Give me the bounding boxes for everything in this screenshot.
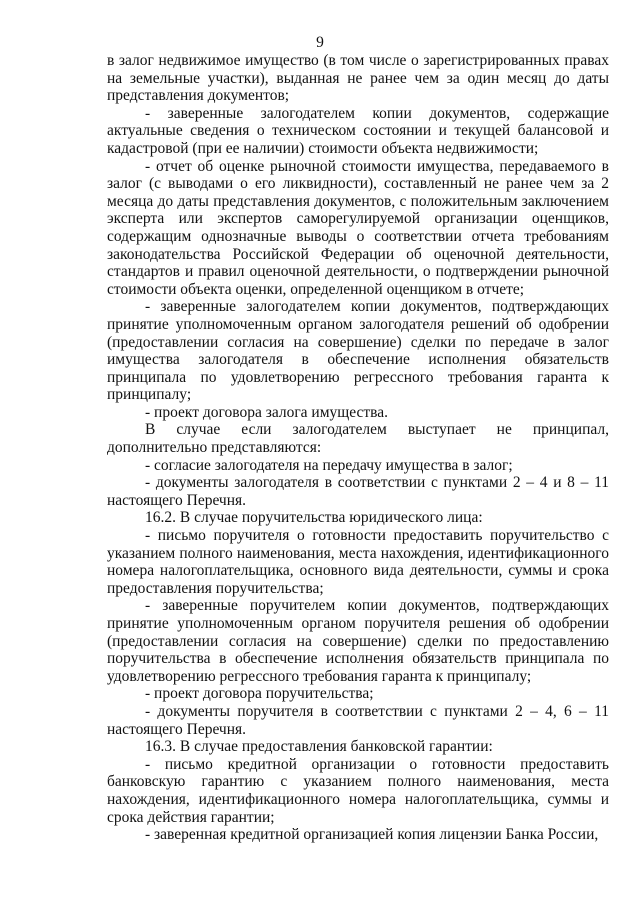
paragraph: - заверенные залогодателем копии документов, подтверждающих принятие уполномоченным органом залогодателя решений об одобрении (предоставлении согласия на совершение) сделки по передаче в залог имущества залогодателя в обеспечение исполнения обязательств принципала по удовлетворению регрессного требования гаранта к принципалу;	[107, 298, 609, 404]
paragraph: - заверенные поручителем копии документов, подтверждающих принятие уполномоченным органом поручителя решения об одобрении (предоставлении согласия на совершение) сделки по предоставлению поручительства в обеспечение исполнения обязательств принципала по удовлетворению регрессного требования гаранта к принципалу;	[107, 597, 609, 685]
paragraph: - согласие залогодателя на передачу имущества в залог;	[145, 456, 513, 474]
paragraph: - письмо поручителя о готовности предоставить поручительство с указанием полного наименования, места нахождения, идентификационного номера налогоплательщика, основного вида деятельности, суммы и срока предоставления поручительства;	[107, 527, 609, 597]
paragraph: - документы поручителя в соответствии с пунктами 2 – 4, 6 – 11 настоящего Перечня.	[107, 702, 609, 738]
section-heading: 16.3. В случае предоставления банковской гарантии:	[145, 738, 493, 756]
paragraph: - заверенная кредитной организацией копия лицензии Банка России,	[145, 826, 599, 844]
paragraph: - проект договора залога имущества.	[145, 403, 389, 421]
paragraph: - документы залогодателя в соответствии с пунктами 2 – 4 и 8 – 11 настоящего Перечня.	[107, 474, 609, 509]
paragraph: В случае если залогодателем выступает не принципал, дополнительно представляются:	[107, 421, 609, 457]
paragraph: - отчет об оценке рыночной стоимости имущества, передаваемого в залог (с выводами о его ликвидности), составленный не ранее чем за 2 месяца до даты представления документов, с положительным заключением эксперта или экспертов саморегулируемой организации оценщиков, содержащим однозначные выводы о соответствии отчета требованиям законодательства Российской Федерации об оценочной деятельности, стандартов и правил оценочной деятельности, о подтверждении рыночной стоимости объекта оценки, определенной оценщиком в отчете;	[107, 157, 609, 298]
document-body	[107, 52, 609, 844]
section-heading: 16.2. В случае поручительства юридического лица:	[145, 509, 483, 527]
paragraph: - проект договора поручительства;	[145, 685, 374, 703]
paragraph: в залог недвижимое имущество (в том числе о зарегистрированных правах на земельные участки), выданная не ранее чем за один месяц до даты представления документов;	[107, 52, 609, 105]
paragraph: - заверенные залогодателем копии документов, содержащие актуальные сведения о техническом состоянии и текущей балансовой и кадастровой (при ее наличии) стоимости объекта недвижимости;	[107, 104, 609, 157]
page-number: 9	[316, 34, 324, 51]
paragraph: - письмо кредитной организации о готовности предоставить банковскую гарантию с указанием полного наименования, места нахождения, идентификационного номера налогоплательщика, суммы и срока действия гарантии;	[107, 755, 609, 826]
